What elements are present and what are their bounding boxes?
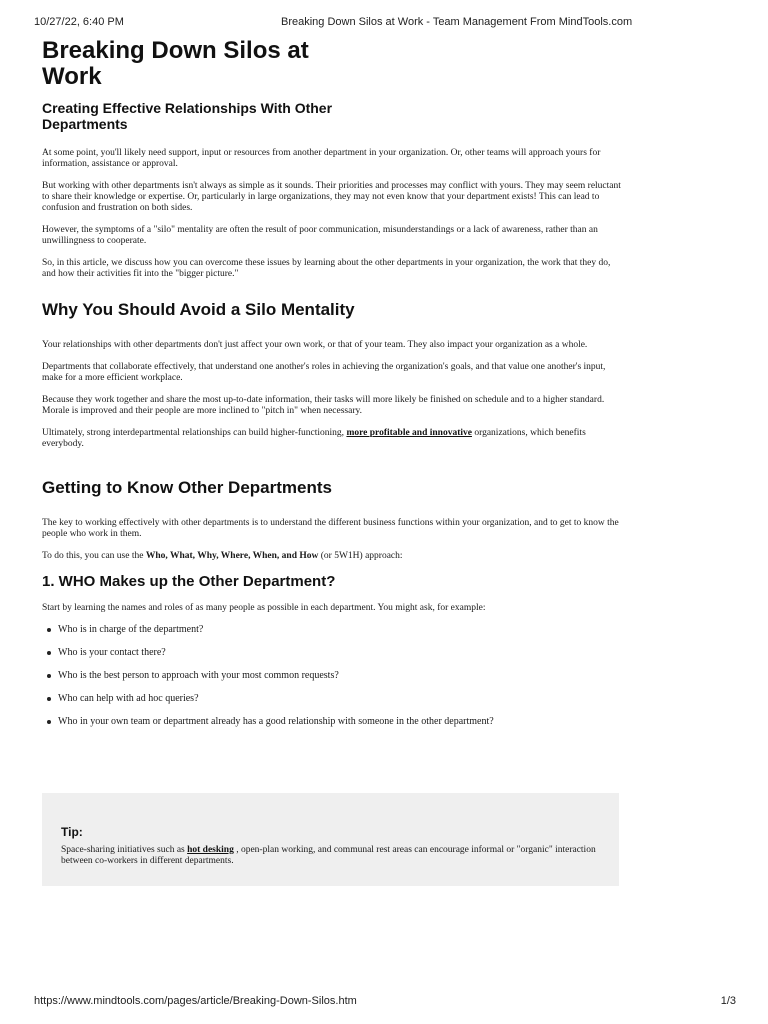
print-timestamp: 10/27/22, 6:40 PM: [34, 16, 124, 28]
tip-title: Tip:: [61, 825, 83, 839]
tip-text: [61, 845, 606, 867]
intro-paragraph: So, in this article, we discuss how you can overcome these issues by learning about the other departments in your organization, the work that they do, and how their activities fit into the "bigger picture.": [42, 258, 611, 279]
list-item: Who is the best person to approach with your most common requests?: [42, 670, 622, 682]
page-number: 1/3: [720, 995, 736, 1007]
body-paragraph: Departments that collaborate effectively, that understand one another's roles in achieving the organization's goals, and that value one another's input, make for a more efficient workplace.: [42, 362, 606, 383]
list-item: Who is in charge of the department?: [42, 624, 622, 636]
intro-paragraph: However, the symptoms of a "silo" mentality are often the result of poor communication, misunderstandings or a lack of awareness, rather than an unwillingness to cooperate.: [42, 225, 598, 246]
intro-paragraph: But working with other departments isn't always as simple as it sounds. Their priorities and processes may conflict with yours. They may seem reluctant to share their knowledge or expertise. Or, particularly in large organizations, they may not even know that your department exists! This can lead to confusion and frustration on both sides.: [42, 181, 621, 213]
text-run: organizations, which benefits everybody.: [42, 428, 586, 449]
list-item: Who is your contact there?: [42, 647, 622, 659]
print-url: https://www.mindtools.com/pages/article/Breaking-Down-Silos.htm: [34, 995, 357, 1007]
text-run: Space-sharing initiatives such as: [61, 845, 188, 855]
print-page-title: Breaking Down Silos at Work - Team Management From MindTools.com: [281, 16, 633, 28]
article-subtitle: Creating Effective Relationships With Other Departments: [42, 100, 333, 132]
who-section: [42, 603, 622, 728]
tip-box: [42, 793, 619, 886]
body-paragraph: [42, 428, 622, 450]
text-run: (or 5W1H) approach:: [318, 551, 403, 561]
section-heading-other-departments: Getting to Know Other Departments: [42, 478, 332, 497]
intro-section: [42, 148, 622, 280]
hot-desking-link[interactable]: hot desking: [187, 845, 234, 855]
body-paragraph: Your relationships with other departments don't just affect your own work, or that of your team. They also impact your organization as a whole.: [42, 340, 588, 350]
text-run: Ultimately, strong interdepartmental relationships can build higher-functioning,: [42, 428, 347, 438]
text-run: , open-plan working, and communal rest areas can encourage informal or "organic" interaction between co-workers in different departments.: [61, 845, 596, 866]
article-title: Breaking Down Silos at Work: [42, 37, 309, 90]
more-profitable-link[interactable]: more profitable and innovative: [346, 428, 472, 438]
body-paragraph: Start by learning the names and roles of as many people as possible in each department. You might ask, for example:: [42, 603, 486, 613]
intro-paragraph: At some point, you'll likely need support, input or resources from another department in your organization. Or, other teams will approach yours for information, assistance or approval.: [42, 148, 601, 169]
body-paragraph: [42, 551, 622, 562]
text-run: To do this, you can use the: [42, 551, 146, 561]
other-departments-section: [42, 518, 622, 562]
who-question-list: [42, 624, 622, 728]
body-paragraph: Because they work together and share the most up-to-date information, their tasks will more likely be finished on schedule and to a higher standard. Morale is improved and their people are more inclined to "pitch in" when necessary.: [42, 395, 605, 416]
bold-run: Who, What, Why, Where, When, and How: [145, 551, 319, 561]
section-heading-silo-mentality: Why You Should Avoid a Silo Mentality: [42, 300, 355, 319]
article: [42, 38, 622, 739]
subsection-heading-who: 1. WHO Makes up the Other Department?: [42, 573, 336, 590]
list-item: Who in your own team or department already has a good relationship with someone in the other department?: [42, 716, 622, 728]
list-item: Who can help with ad hoc queries?: [42, 693, 622, 705]
silo-mentality-section: [42, 340, 622, 450]
body-paragraph: The key to working effectively with other departments is to understand the different business functions within your organization, and to get to know the people who work in them.: [42, 518, 619, 539]
